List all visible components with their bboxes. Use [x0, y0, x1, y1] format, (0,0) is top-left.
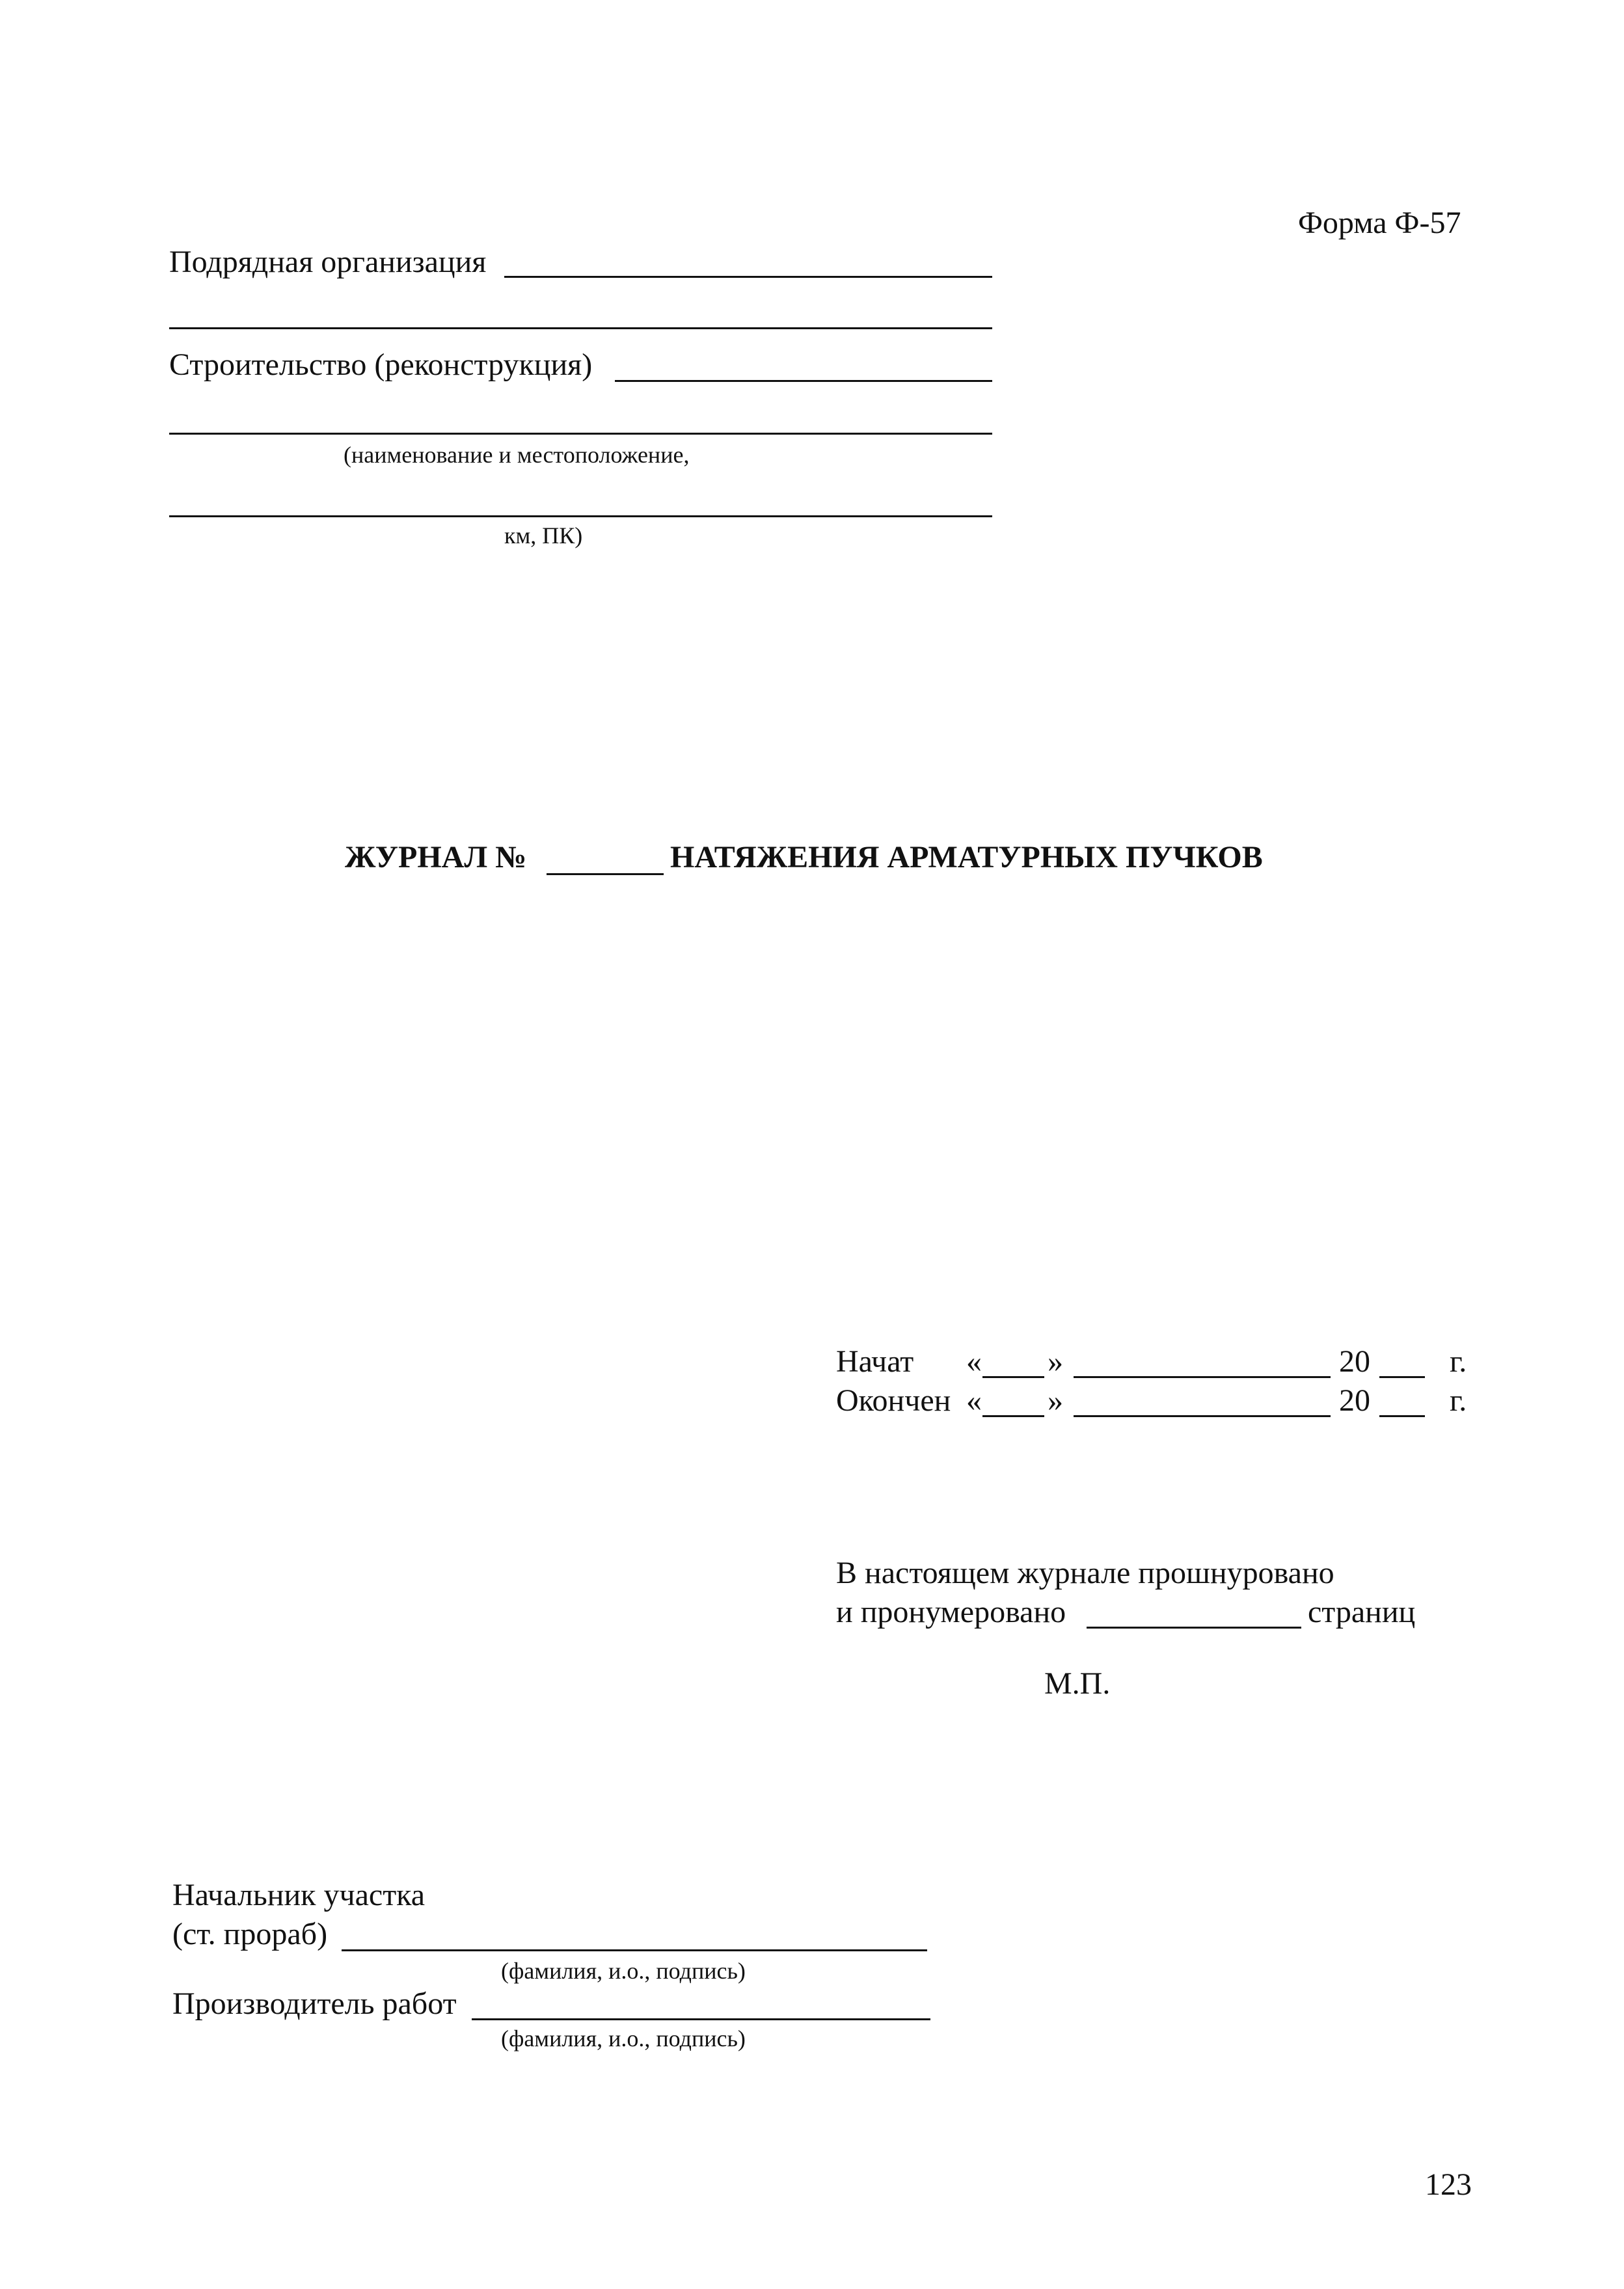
started-quote-close: » [1048, 1344, 1063, 1379]
pages-count-field[interactable] [1087, 1627, 1301, 1629]
finished-label: Окончен [836, 1383, 951, 1418]
foreman-signature-field[interactable] [472, 2018, 930, 2020]
chief-label-line-1: Начальник участка [172, 1878, 426, 1912]
km-pk-hint: км, ПК) [504, 522, 583, 549]
contractor-label: Подрядная организация [169, 245, 487, 279]
finished-day-field[interactable] [982, 1415, 1044, 1417]
construction-label: Строительство (реконструкция) [169, 347, 593, 382]
chief-label-line-2: (ст. прораб) [172, 1917, 328, 1951]
finished-year-suffix: г. [1450, 1383, 1467, 1418]
construction-name-field[interactable] [169, 433, 992, 435]
started-year-field[interactable] [1379, 1376, 1425, 1378]
binding-line-2-suffix: страниц [1308, 1595, 1416, 1629]
contractor-field-continued[interactable] [169, 327, 992, 329]
page-number: 123 [1425, 2167, 1472, 2202]
binding-line-1: В настоящем журнале прошнуровано [836, 1556, 1334, 1590]
started-day-field[interactable] [982, 1376, 1044, 1378]
name-location-hint: (наименование и местоположение, [344, 442, 690, 468]
foreman-label: Производитель работ [172, 1986, 457, 2021]
binding-line-2-prefix: и пронумеровано [836, 1595, 1066, 1629]
finished-year-prefix: 20 [1339, 1383, 1370, 1418]
started-label: Начат [836, 1344, 914, 1379]
construction-km-field[interactable] [169, 515, 992, 517]
construction-field[interactable] [615, 380, 992, 382]
journal-title-prefix: ЖУРНАЛ № [345, 840, 527, 874]
stamp-placeholder: М.П. [1044, 1666, 1111, 1701]
chief-signature-hint: (фамилия, и.о., подпись) [501, 1958, 746, 1984]
started-quote-open: « [966, 1344, 982, 1379]
journal-number-field[interactable] [547, 873, 664, 875]
started-year-prefix: 20 [1339, 1344, 1370, 1379]
foreman-signature-hint: (фамилия, и.о., подпись) [501, 2025, 746, 2052]
finished-quote-open: « [966, 1383, 982, 1418]
finished-quote-close: » [1048, 1383, 1063, 1418]
chief-signature-field[interactable] [342, 1949, 927, 1951]
finished-year-field[interactable] [1379, 1415, 1425, 1417]
journal-title: НАТЯЖЕНИЯ АРМАТУРНЫХ ПУЧКОВ [670, 840, 1263, 874]
form-number: Форма Ф-57 [1298, 206, 1461, 240]
started-month-field[interactable] [1074, 1376, 1331, 1378]
finished-month-field[interactable] [1074, 1415, 1331, 1417]
started-year-suffix: г. [1450, 1344, 1467, 1379]
contractor-field[interactable] [504, 276, 992, 278]
